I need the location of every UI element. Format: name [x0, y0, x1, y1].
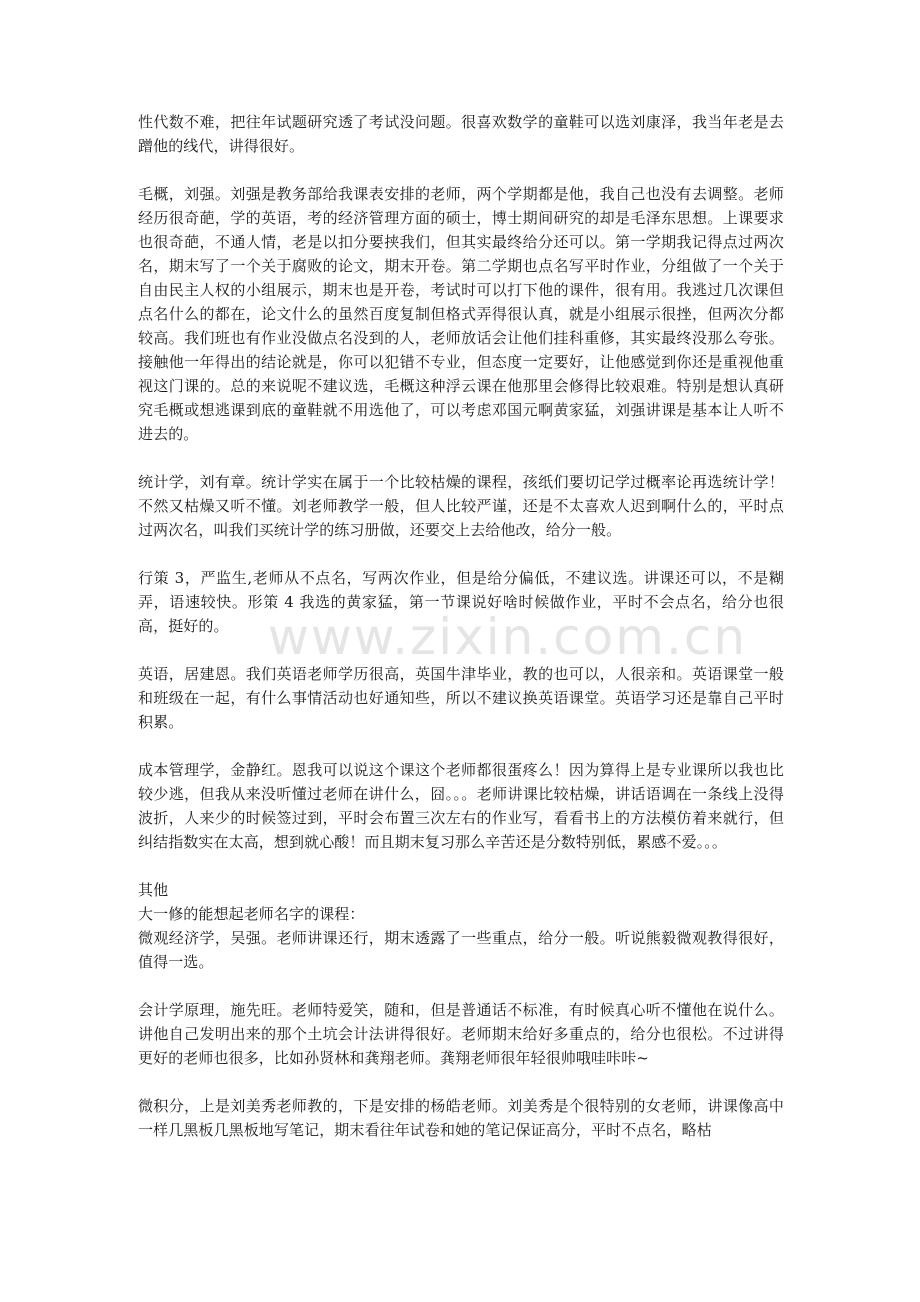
paragraph-cost-management: 成本管理学，金静红。恩我可以说这个课这个老师都很蛋疼么！因为算得上是专业课所以我也比较少逃，但我从来没听懂过老师在讲什么，囧。。。老师讲课比较枯燥，讲话语调在一条线上没得波折，人来少的时候签过到，平时会布置三次左右的作业写，看看书上的方法模仿着来就行，但纠结指数实在太高，想到就心酸！而且期末复习那么辛苦还是分数特别低，累感不爱。。。 [138, 761, 784, 851]
paragraph-calculus: 微积分，上是刘美秀老师教的，下是安排的杨皓老师。刘美秀是个很特别的女老师，讲课像高中一样几黑板几黑板地写笔记，期末看往年试卷和她的笔记保证高分，平时不点名，略枯 [138, 1097, 784, 1139]
paragraph-linear-algebra-tail: 性代数不难，把往年试题研究透了考试没问题。很喜欢数学的童鞋可以选刘康泽，我当年老是去蹭他的线代，讲得很好。 [138, 113, 784, 155]
paragraph-accounting-principles: 会计学原理，施先旺。老师特爱笑，随和，但是普通话不标准，有时候真心听不懂他在说什么。讲他自己发明出来的那个土坑会计法讲得很好。老师期末给好多重点的，给分也很松。不过讲得更好的老师也很多，比如孙贤林和龚翔老师。龚翔老师很年轻很帅哦哇咔咔~ [138, 1001, 784, 1067]
paragraph-maogai-liuqiang: 毛概，刘强。刘强是教务部给我课表安排的老师，两个学期都是他，我自己也没有去调整。老师经历很奇葩，学的英语，考的经济管理方面的硕士，博士期间研究的却是毛泽东思想。上课要求也很奇葩，不通人情，老是以扣分要挟我们，但其实最终给分还可以。第一学期我记得点过两次名，期末写了一个关于腐败的论文，期末开卷。第二学期也点名写平时作业，分组做了一个关于自由民主人权的小组展示，期末也是开卷，考试时可以打下他的课件，很有用。我逃过几次课但点名什么的都在，论文什么的虽然百度复制但格式弄得很认真，就是小组展示很挫，但两次分都较高。我们班也有作业没做点名没到的人，老师放话会让他们挂科重修，其实最终没那么夸张。接触他一年得出的结论就是，你可以犯错不专业，但态度一定要好，让他感觉到你还是重视他重视这门课的。总的来说呢不建议选，毛概这种浮云课在他那里会修得比较艰难。特别是想认真研究毛概或想逃课到底的童鞋就不用选他了，可以考虑邓国元啊黄家猛，刘强讲课是基本让人听不进去的。 [138, 185, 784, 443]
section-heading-other: 其他 [138, 881, 169, 899]
watermark-text: www.zixin.com.cn [268, 608, 748, 666]
section-subheading-freshman-courses: 大一修的能想起老师名字的课程： [138, 905, 365, 923]
document-body [138, 110, 784, 1166]
paragraph-microeconomics: 微观经济学，吴强。老师讲课还行，期末透露了一些重点，给分一般。听说熊毅微观教得很好，值得一选。 [138, 929, 784, 971]
paragraph-statistics-liuyouzhang: 统计学，刘有章。统计学实在属于一个比较枯燥的课程，孩纸们要切记学过概率论再选统计学！不然又枯燥又听不懂。刘老师教学一般，但人比较严谨，还是不太喜欢人迟到啊什么的，平时点过两次名，叫我们买统计学的练习册做，还要交上去给他改，给分一般。 [138, 473, 784, 539]
paragraph-english-jujianen: 英语，居建恩。我们英语老师学历很高，英国牛津毕业，教的也可以，人很亲和。英语课堂一般和班级在一起，有什么事情活动也好通知些，所以不建议换英语课堂。英语学习还是靠自己平时积累。 [138, 665, 784, 731]
paragraph-xingce: 行策 3，严监生,老师从不点名，写两次作业，但是给分偏低，不建议选。讲课还可以，不是糊弄，语速较快。形策 4 我选的黄家猛，第一节课说好啥时候做作业，平时不会点名，给分也很高，挺好的。 [138, 569, 784, 635]
